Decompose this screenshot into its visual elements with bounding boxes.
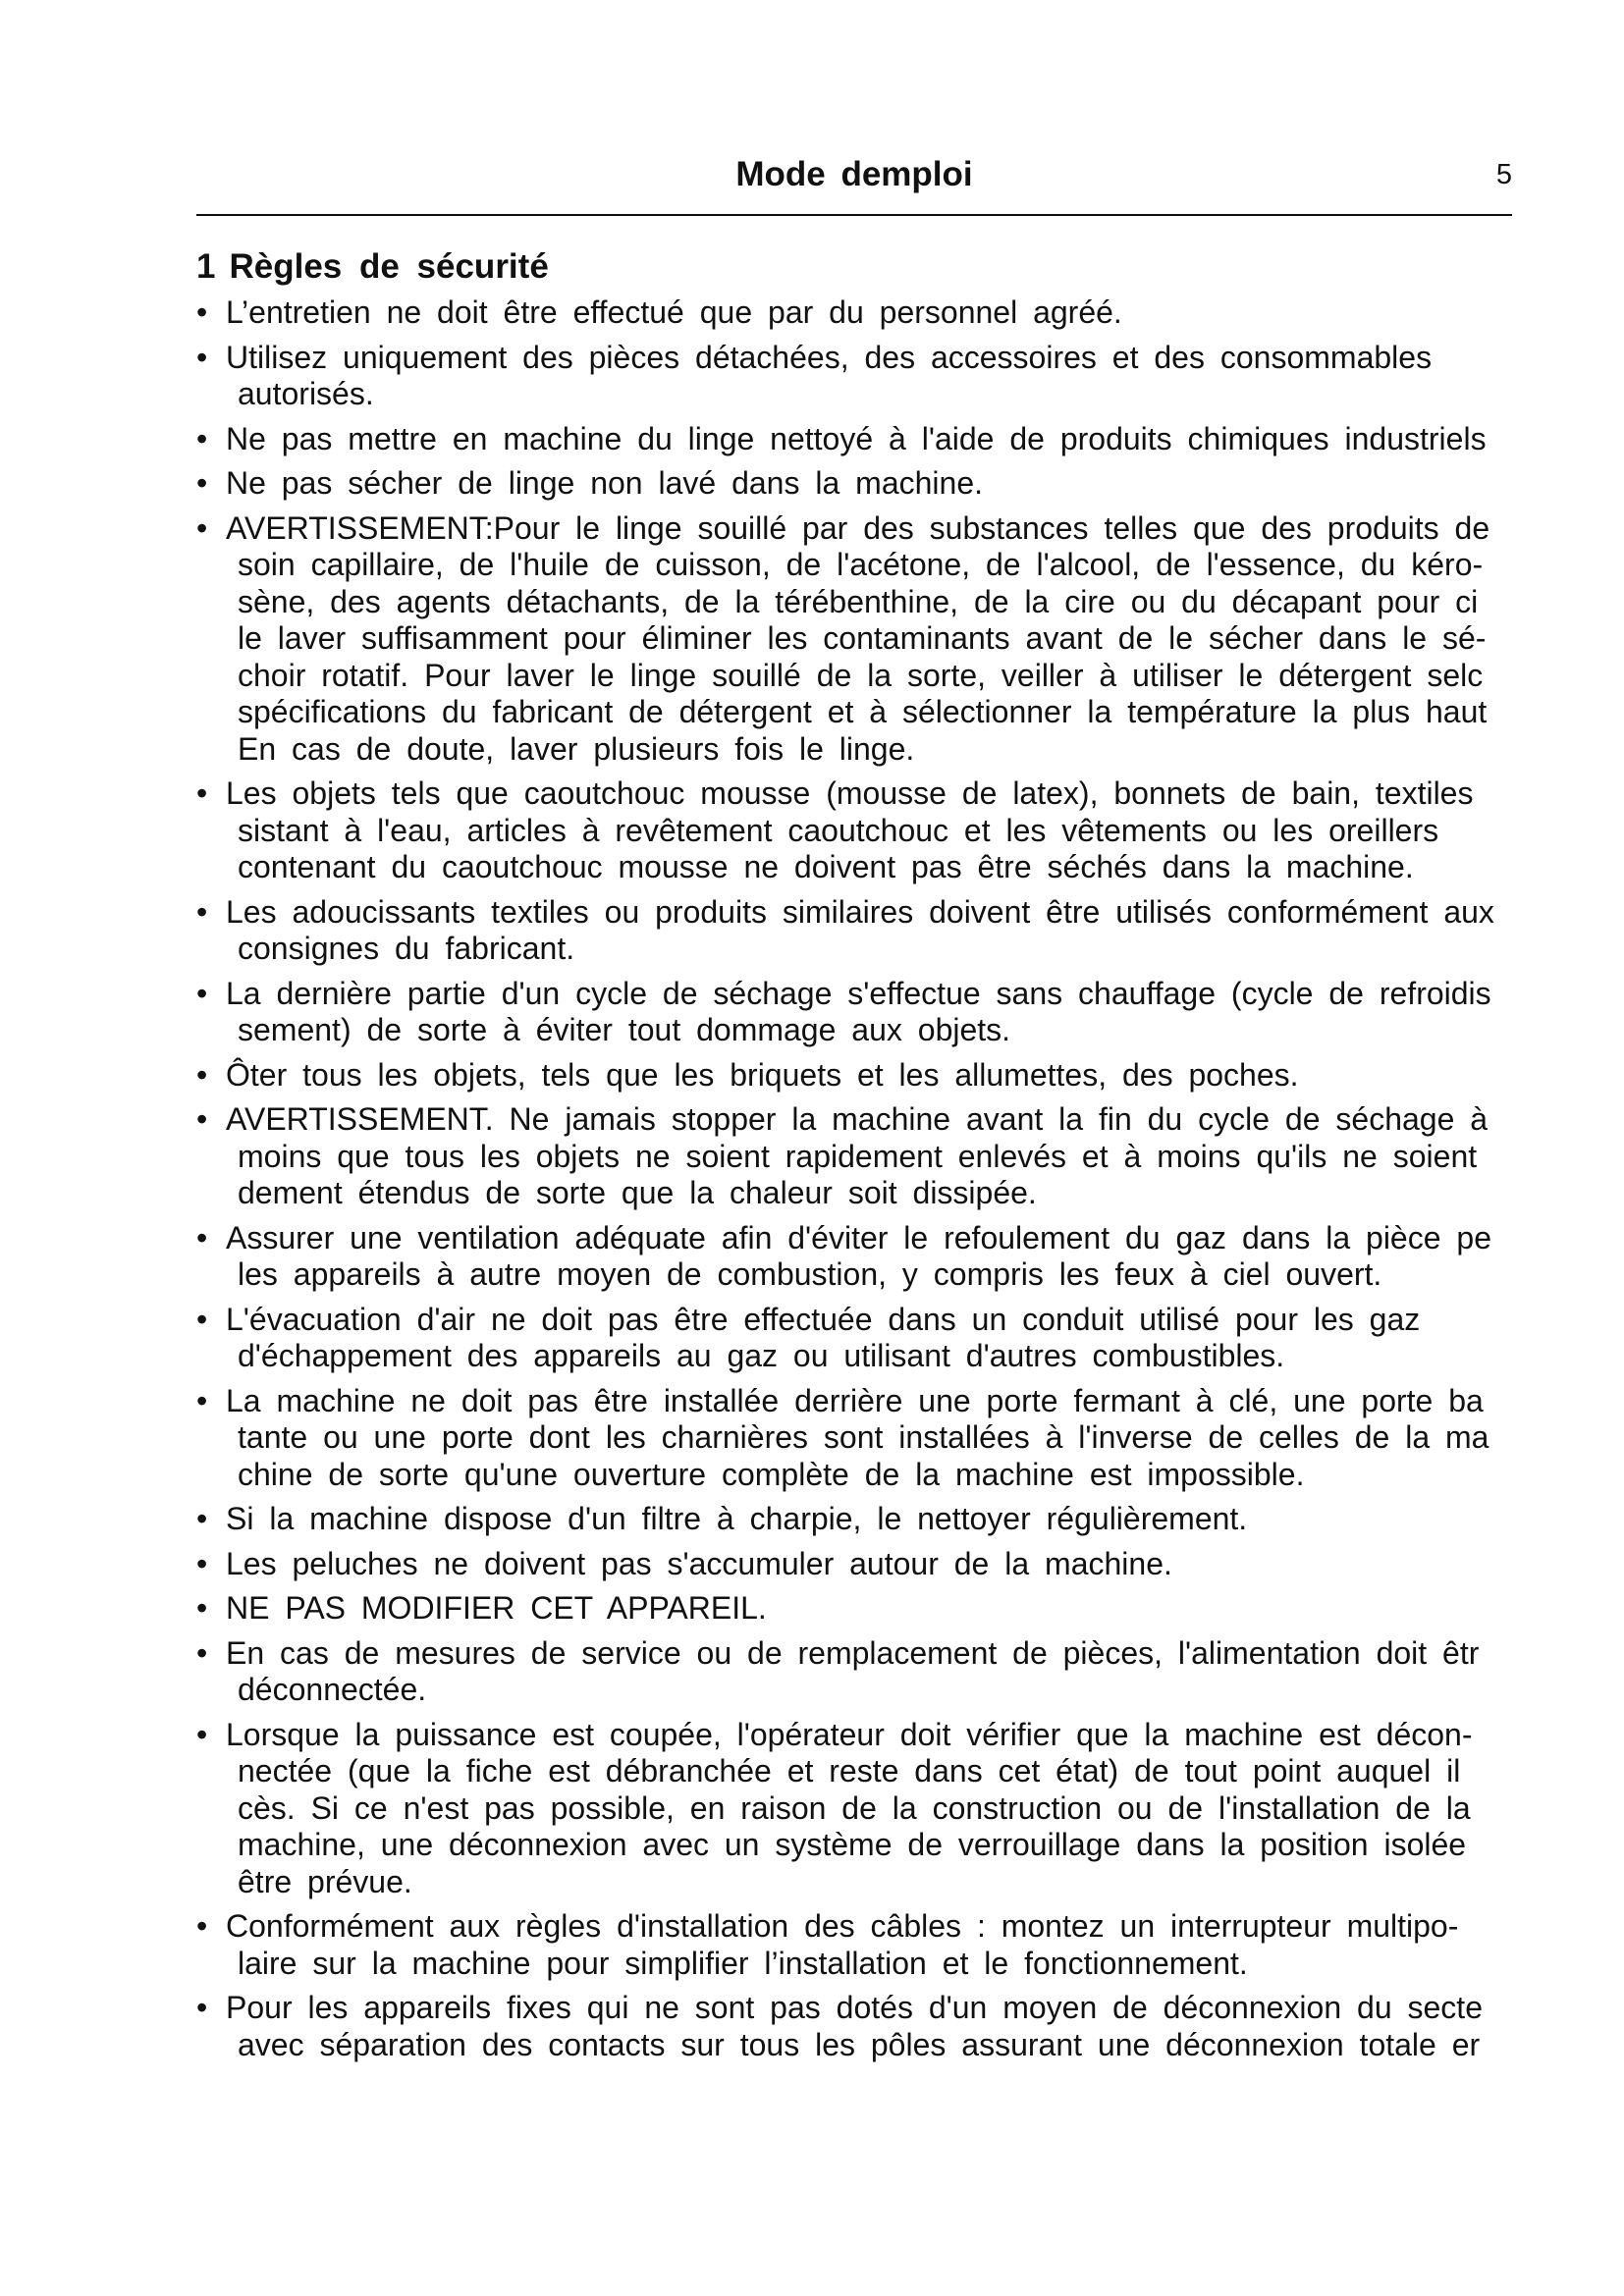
list-item-line: • Ne pas mettre en machine du linge nettoyé à l'aide de produits chimiques industriels [226, 420, 1487, 456]
list-item-line: • Ôter tous les objets, tels que les briquets et les allumettes, des poches. [226, 1056, 1299, 1093]
list-item [196, 1590, 1624, 1628]
page-header [196, 155, 1512, 216]
list-item [196, 510, 1624, 769]
list-item-line: consignes du fabricant. [238, 931, 575, 966]
list-item-line: déconnectée. [238, 1672, 427, 1707]
list-item [196, 340, 1624, 413]
list-item-line: d'échappement des appareils au gaz ou utilisant d'autres combustibles. [238, 1338, 1285, 1373]
safety-rules-section [196, 245, 1624, 2071]
list-item-line: être prévue. [238, 1863, 412, 1899]
list-item-line: soin capillaire, de l'huile de cuisson, de l'acétone, de l'alcool, de l'essence, du kéro- [238, 547, 1484, 582]
list-item-line: tante ou une porte dont les charnières sont installées à l'inverse de celles de la ma [238, 1419, 1489, 1455]
list-item [196, 1990, 1624, 2063]
list-item [196, 1908, 1624, 1982]
list-item-line: • Si la machine dispose d'un filtre à charpie, le nettoyer régulièrement. [226, 1501, 1248, 1536]
list-item [196, 421, 1624, 458]
list-item-line: sement) de sorte à éviter tout dommage aux objets. [238, 1012, 1011, 1047]
list-item-line: • Ne pas sécher de linge non lavé dans la machine. [226, 465, 983, 501]
list-item [196, 894, 1624, 968]
list-item-line: laire sur la machine pour simplifier l’installation et le fonctionnement. [238, 1945, 1248, 1981]
list-item [196, 1302, 1624, 1375]
safety-rules-list [196, 294, 1624, 2063]
list-item [196, 1220, 1624, 1294]
list-item-line: • Les objets tels que caoutchouc mousse (mousse de latex), bonnets de bain, textiles [226, 775, 1474, 811]
list-item-line: • Conformément aux règles d'installation des câbles : montez un interrupteur multipo- [226, 1908, 1459, 1944]
list-item-line: autorisés. [238, 376, 374, 411]
list-item [196, 465, 1624, 503]
section-heading [196, 245, 1624, 289]
section-number: 1 [196, 247, 216, 286]
list-item [196, 1383, 1624, 1494]
list-item-line: les appareils à autre moyen de combustion, y compris les feux à ciel ouvert. [238, 1256, 1382, 1292]
list-item-line: • Assurer une ventilation adéquate afin d'éviter le refoulement du gaz dans la pièce pe [226, 1219, 1491, 1255]
list-item-line: chine de sorte qu'une ouverture complète de la machine est impossible. [238, 1456, 1305, 1492]
list-item-line: le laver suffisamment pour éliminer les contaminants avant de le sécher dans le sé- [238, 620, 1487, 656]
list-item-line: • En cas de mesures de service ou de remplacement de pièces, l'alimentation doit êtr [226, 1634, 1480, 1671]
list-item [196, 1635, 1624, 1709]
list-item-line: • La dernière partie d'un cycle de séchage s'effectue sans chauffage (cycle de refroidis [226, 975, 1491, 1011]
list-item-line: machine, une déconnexion avec un système de verrouillage dans la position isolée [238, 1827, 1467, 1862]
list-item-line: avec séparation des contacts sur tous les pôles assurant une déconnexion totale er [238, 2026, 1481, 2062]
list-item-line: moins que tous les objets ne soient rapidement enlevés et à moins qu'ils ne soient [238, 1138, 1478, 1174]
list-item-line: • Les adoucissants textiles ou produits similaires doivent être utilisés conformément aux [226, 893, 1494, 930]
list-item-line: En cas de doute, laver plusieurs fois le linge. [238, 730, 915, 767]
list-item-line: • Pour les appareils fixes qui ne sont pas dotés d'un moyen de déconnexion du secte [226, 1990, 1483, 2025]
document-title: Mode demploi [735, 155, 973, 193]
list-item [196, 1546, 1624, 1583]
list-item-line: • AVERTISSEMENT:Pour le linge souillé par des substances telles que des produits de [226, 509, 1490, 546]
list-item [196, 1501, 1624, 1538]
list-item-line: • AVERTISSEMENT. Ne jamais stopper la machine avant la fin du cycle de séchage à [226, 1101, 1489, 1137]
list-item-line: nectée (que la fiche est débranchée et reste dans cet état) de tout point auquel il [238, 1753, 1461, 1789]
section-title: Règles de sécurité [229, 247, 549, 286]
list-item-line: • L’entretien ne doit être effectué que par du personnel agréé. [226, 294, 1122, 330]
list-item-line: sène, des agents détachants, de la térébenthine, de la cire ou du décapant pour ci [238, 583, 1479, 619]
list-item-line: contenant du caoutchouc mousse ne doivent pas être séchés dans la machine. [238, 849, 1414, 884]
list-item [196, 1101, 1624, 1212]
list-item [196, 294, 1624, 332]
list-item-line: • Lorsque la puissance est coupée, l'opérateur doit vérifier que la machine est décon- [226, 1716, 1473, 1752]
list-item-line: spécifications du fabricant de détergent et à sélectionner la température la plus haut [238, 694, 1488, 729]
list-item [196, 775, 1624, 886]
list-item-line: • Les peluches ne doivent pas s'accumuler autour de la machine. [226, 1545, 1172, 1581]
list-item-line: • La machine ne doit pas être installée derrière une porte fermant à clé, une porte ba [226, 1382, 1484, 1418]
list-item-line: sistant à l'eau, articles à revêtement caoutchouc et les vêtements ou les oreillers [238, 812, 1439, 848]
page-number: 5 [1495, 159, 1512, 190]
list-item-line: choir rotatif. Pour laver le linge souillé de la sorte, veiller à utiliser le détergent selc [238, 657, 1484, 693]
list-item-line: • Utilisez uniquement des pièces détachées, des accessoires et des consommables [226, 339, 1433, 375]
list-item [196, 1717, 1624, 1901]
list-item-line: • NE PAS MODIFIER CET APPAREIL. [226, 1590, 767, 1626]
list-item-line: • L'évacuation d'air ne doit pas être effectuée dans un conduit utilisé pour les gaz [226, 1301, 1421, 1337]
list-item-line: dement étendus de sorte que la chaleur soit dissipée. [238, 1175, 1037, 1210]
list-item [196, 1057, 1624, 1095]
list-item-line: cès. Si ce n'est pas possible, en raison de la construction ou de l'installation de la [238, 1789, 1471, 1826]
list-item [196, 976, 1624, 1049]
